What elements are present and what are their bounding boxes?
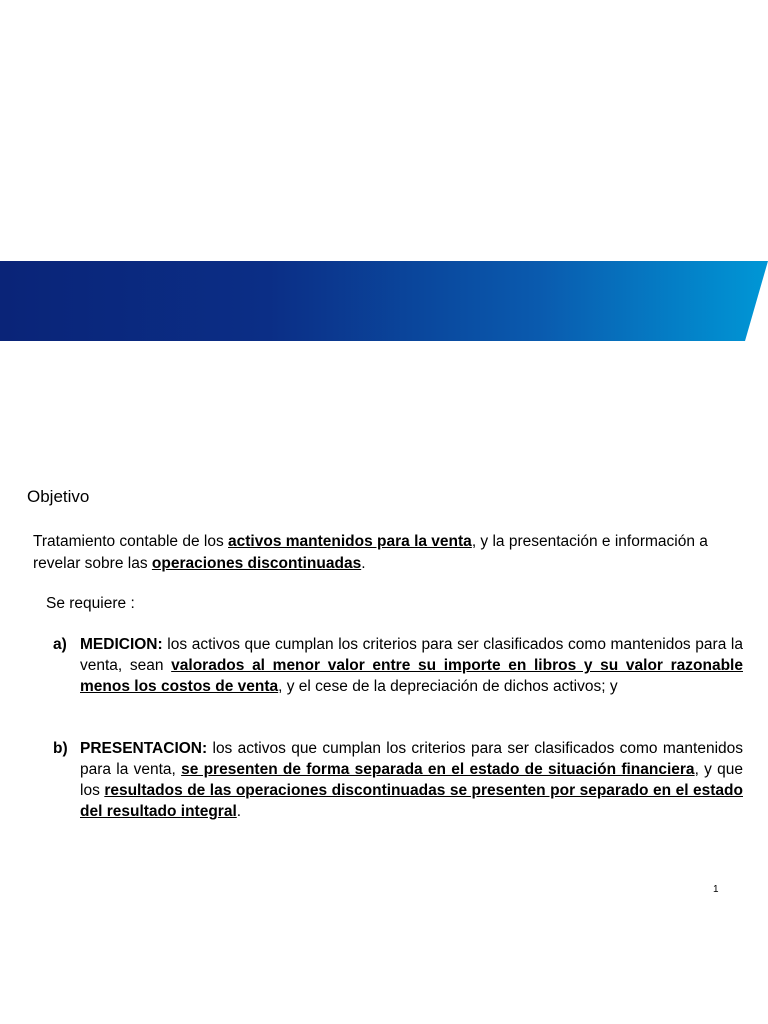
- item-emphasis-1: valorados al menor valor entre su importe en libros y su valor razonable menos los costos de venta: [80, 657, 743, 695]
- item-emphasis-2: resultados de las operaciones discontinuadas se presenten por separado en el estado del resultado integral: [80, 782, 743, 820]
- list-marker: b): [53, 740, 68, 757]
- list-item-body: [53, 634, 743, 697]
- list-marker: a): [53, 636, 67, 653]
- list-item-presentacion: [53, 738, 743, 822]
- item-text-2: , y el cese de la depreciación de dichos activos; y: [278, 678, 618, 695]
- section-title: Objetivo: [27, 487, 90, 506]
- page-number: 1: [713, 884, 719, 895]
- objective-paragraph: [33, 531, 713, 575]
- requirements-label: Se requiere :: [46, 595, 135, 612]
- list-item-medicion: [53, 634, 743, 697]
- intro-emphasis-2: operaciones discontinuadas: [151, 555, 362, 572]
- intro-emphasis-1: activos mantenidos para la venta: [228, 533, 472, 550]
- item-emphasis-1: se presenten de forma separada en el estado de situación financiera: [181, 761, 695, 778]
- intro-text-2: , y la presentación e información a revelar sobre las: [33, 533, 708, 572]
- header-banner: [0, 261, 768, 341]
- item-term: MEDICION:: [80, 636, 163, 653]
- banner-shape: [0, 261, 768, 341]
- intro-text-1: Tratamiento contable de los: [33, 533, 229, 550]
- item-text-3: .: [236, 803, 242, 820]
- item-text-2: , y que los: [80, 761, 743, 799]
- item-term: PRESENTACION:: [80, 740, 208, 757]
- list-item-body: [53, 738, 743, 822]
- intro-text-3: .: [361, 555, 366, 572]
- item-text-1: los activos que cumplan los criterios para ser clasificados como mantenidos para la venta, sean: [80, 636, 743, 674]
- item-text-1: los activos que cumplan los criterios para ser clasificados como mantenidos para la venta,: [80, 740, 743, 778]
